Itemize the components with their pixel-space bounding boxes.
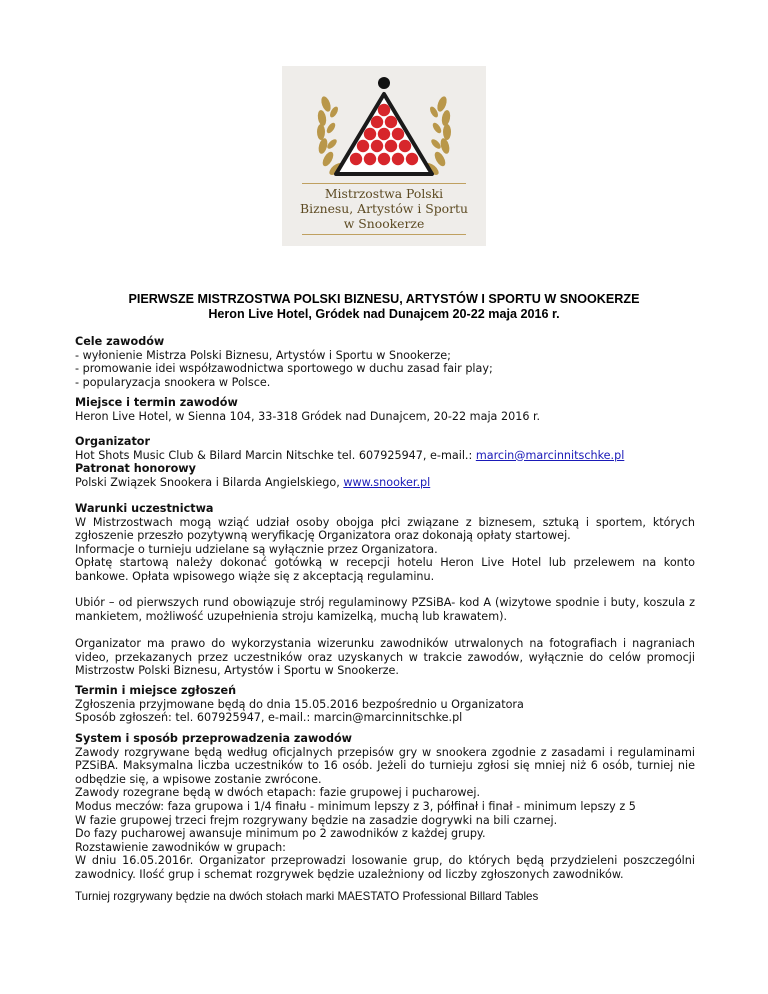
paragraph: W fazie grupowej trzeci frejm rozgrywany będzie na zasadzie dogrywki na bili czarnej. <box>75 813 558 827</box>
section-heading: Termin i miejsce zgłoszeń <box>75 684 237 697</box>
paragraph: Do fazy pucharowej awansuje minimum po 2 zawodników z każdej grupy. <box>75 827 486 841</box>
section-zgloszenia <box>75 684 695 725</box>
logo-line-3: w Snookerze <box>343 216 425 231</box>
logo-rule-bottom <box>302 234 466 235</box>
document-title: PIERWSZE MISTRZOSTWA POLSKI BIZNESU, ARTYSTÓW I SPORTU W SNOOKERZE <box>128 292 640 306</box>
paragraph: W Mistrzostwach mogą wziąć udział osoby obojga płci związane z biznesem, sztuką i sportem, których zgłoszenie przeszło pozytywną weryfikację Organizatora oraz dokonają opłaty startowej. <box>75 515 695 543</box>
snooker-triangle-laurel-icon <box>282 66 486 186</box>
image-rights-paragraph <box>75 637 695 678</box>
list-item: - promowanie idei współzawodnictwa sportowego w duchu zasad fair play; <box>75 362 493 376</box>
section-heading: System i sposób przeprowadzenia zawodów <box>75 732 353 745</box>
paragraph: Organizator ma prawo do wykorzystania wizerunku zawodników utrwalonych na fotografiach i nagraniach video, przekazanych przez uczestników oraz uzyskanych w trakcie zawodów, wyłącznie do celów promocji Mistrzostw Polski Biznesu, Artystów i Sportu w Snookerze. <box>75 637 695 678</box>
paragraph: Ubiór – od pierwszych rund obowiązuje strój regulaminowy PZSiBA- kod A (wizytowe spodnie i buty, koszula z mankietem, możliwość uzupełnienia stroju kamizelką, muchą lub krawatem). <box>75 596 695 623</box>
logo-rule-top <box>302 183 466 184</box>
section-miejsce <box>75 396 695 423</box>
paragraph <box>75 476 695 490</box>
paragraph: Sposób zgłoszeń: tel. 607925947, e-mail.: marcin@marcinnitschke.pl <box>75 711 463 725</box>
section-heading: Cele zawodów <box>75 335 165 348</box>
championship-logo <box>282 66 486 246</box>
tables-info: Turniej rozgrywany będzie na dwóch stołach marki MAESTATO Professional Billard Tables <box>75 890 539 903</box>
paragraph: Zawody rozegrane będą w dwóch etapach: fazie grupowej i pucharowej. <box>75 786 481 800</box>
paragraph: W dniu 16.05.2016r. Organizator przeprowadzi losowanie grup, do których będą przydzieleni poszczególni zawodnicy. Ilość grup i schemat rozgrywek będzie uzależniony od liczby zgłoszonych zawodników. <box>75 854 695 881</box>
section-system <box>75 732 695 882</box>
list-item: - wyłonienie Mistrza Polski Biznesu, Artystów i Sportu w Snookerze; <box>75 348 451 362</box>
organizer-text: Hot Shots Music Club & Bilard Marcin Nitschke tel. 607925947, e-mail.: <box>75 448 476 462</box>
section-warunki <box>75 502 695 584</box>
list-item: - popularyzacja snookera w Polsce. <box>75 375 271 389</box>
paragraph: Opłatę startową należy dokonać gotówką w recepcji hotelu Heron Live Hotel lub przelewem na konto bankowe. Opłata wpisowego wiąże się z akceptacją regulaminu. <box>75 556 695 583</box>
logo-line-2: Biznesu, Artystów i Sportu <box>300 201 468 216</box>
paragraph: Zgłoszenia przyjmowane będą do dnia 15.05.2016 bezpośrednio u Organizatora <box>75 697 524 711</box>
paragraph <box>75 449 695 463</box>
logo-line-1: Mistrzostwa Polski <box>324 186 444 201</box>
document-subtitle: Heron Live Hotel, Gródek nad Dunajcem 20-22 maja 2016 r. <box>208 307 560 321</box>
paragraph: Heron Live Hotel, w Sienna 104, 33-318 Gródek nad Dunajcem, 20-22 maja 2016 r. <box>75 409 541 423</box>
section-heading: Miejsce i termin zawodów <box>75 396 238 409</box>
paragraph: Modus meczów: faza grupowa i 1/4 finału - minimum lepszy z 3, półfinał i finał - minimum lepszy z 5 <box>75 799 636 813</box>
patron-website-link[interactable]: www.snooker.pl <box>343 475 431 489</box>
section-cele <box>75 335 695 389</box>
section-organizator <box>75 435 695 489</box>
paragraph: Rozstawienie zawodników w grupach: <box>75 840 286 854</box>
section-heading: Patronat honorowy <box>75 462 196 476</box>
paragraph: Zawody rozgrywane będą według oficjalnych przepisów gry w snookera zgodnie z zasadami i regulaminami PZSiBA. Maksymalna liczba uczestników to 16 osób. Jeżeli do turnieju zgłosi się mniej niż 6 osób, turniej nie odbędzie się, a wpisowe zostanie zwrócone. <box>75 745 695 786</box>
patron-text: Polski Związek Snookera i Bilarda Angielskiego, <box>75 475 344 489</box>
paragraph: Informacje o turnieju udzielane są wyłącznie przez Organizatora. <box>75 542 438 556</box>
organizer-email-link[interactable]: marcin@marcinnitschke.pl <box>475 448 625 462</box>
section-heading: Organizator <box>75 435 150 448</box>
section-heading: Warunki uczestnictwa <box>75 502 214 515</box>
dress-code-paragraph <box>75 596 695 623</box>
